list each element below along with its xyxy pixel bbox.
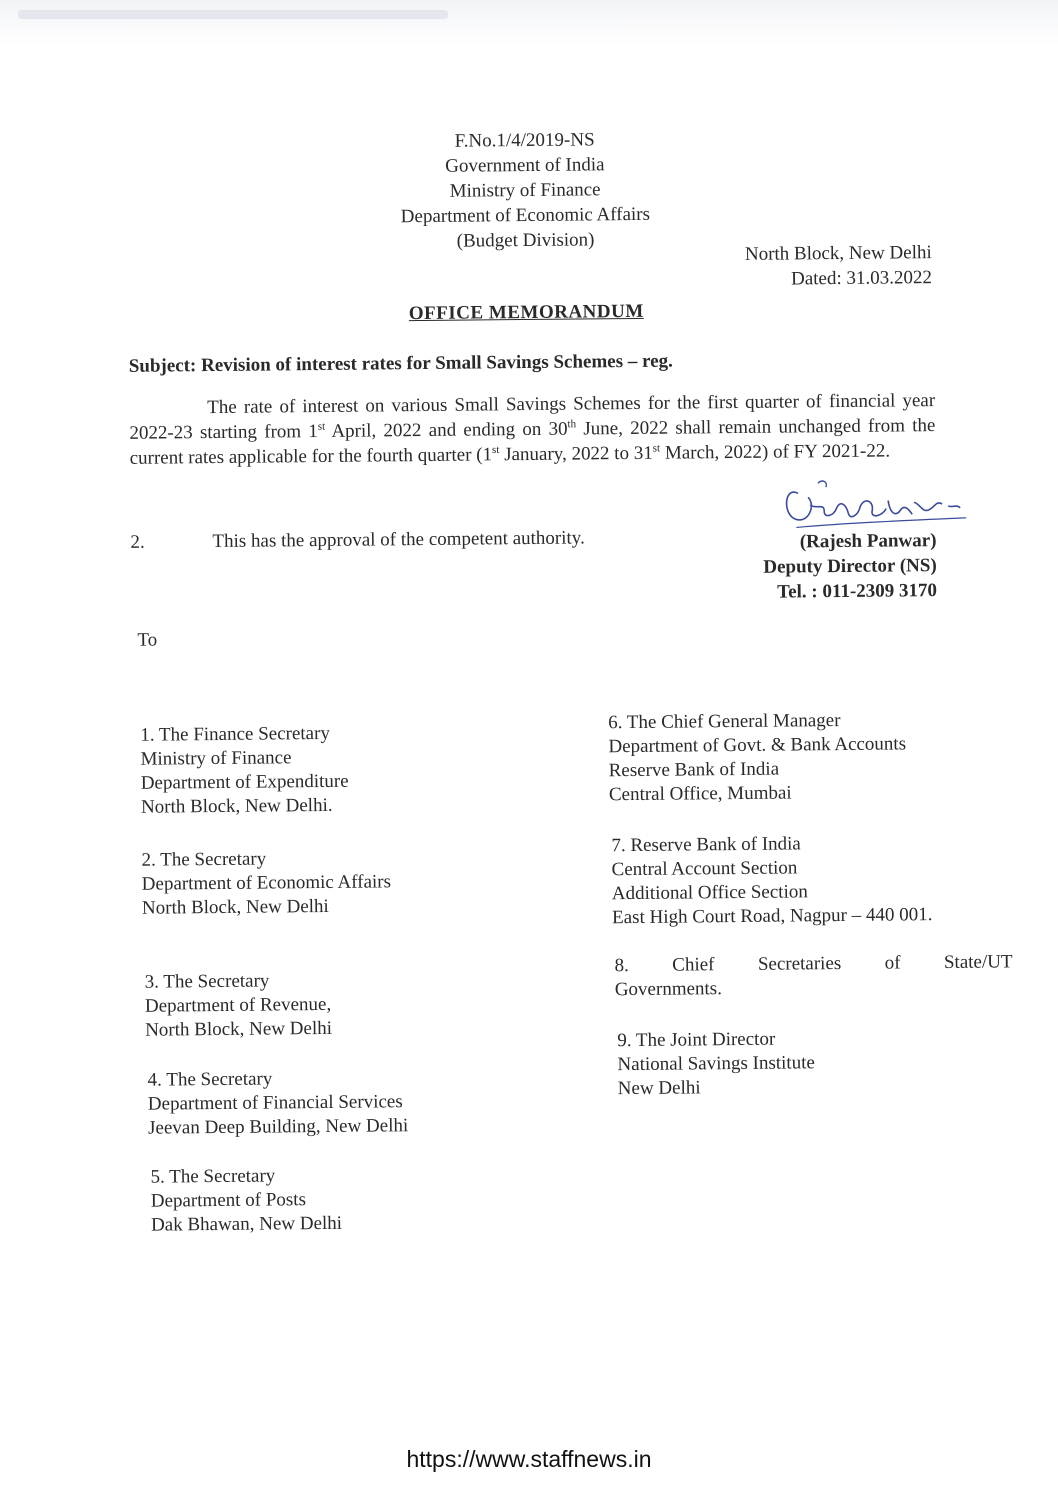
address-line: 5. The Secretary	[150, 1165, 276, 1188]
address-line: Central Account Section	[611, 857, 798, 881]
para1-sup-a: st	[317, 420, 326, 433]
address-line: Department of Expenditure	[140, 770, 349, 794]
date: Dated: 31.03.2022	[790, 267, 933, 290]
source-url[interactable]: https://www.staffnews.in	[406, 1446, 652, 1472]
addressee-7	[611, 831, 932, 930]
para1-text-e: March, 2022) of FY 2021-22.	[660, 440, 891, 464]
govt-line: Government of India	[445, 154, 605, 177]
justified-address-line	[614, 950, 1012, 978]
memo-title: OFFICE MEMORANDUM	[408, 300, 644, 325]
para2-text: This has the approval of the competent authority.	[212, 527, 585, 553]
addressee-3	[145, 969, 332, 1043]
addressee-1	[140, 722, 349, 820]
address-word: of	[884, 952, 901, 974]
address-line: 7. Reserve Bank of India	[611, 833, 801, 857]
addressee-6	[608, 708, 907, 807]
department-line: Department of Economic Affairs	[400, 203, 651, 228]
address-line: Jeevan Deep Building, New Delhi	[147, 1115, 409, 1139]
addressee-8	[614, 950, 1012, 1002]
para1-text-a: The rate of interest on various Small Savings Schemes for the first quarter of financial year 2022-23 starting from 1	[129, 390, 936, 444]
para1-sup-b: th	[567, 418, 577, 431]
ministry-line: Ministry of Finance	[449, 179, 601, 202]
address-line: North Block, New Delhi	[141, 895, 329, 919]
address-line: Department of Financial Services	[147, 1091, 403, 1115]
addressee-5	[150, 1164, 342, 1238]
address-word: 8.	[614, 955, 629, 977]
file-number: F.No.1/4/2019-NS	[454, 129, 595, 152]
paragraph-1	[129, 388, 936, 471]
location: North Block, New Delhi	[744, 242, 932, 265]
address-line: New Delhi	[617, 1077, 701, 1100]
address-line: Reserve Bank of India	[608, 758, 780, 782]
address-line: 4. The Secretary	[147, 1068, 273, 1091]
address-line: Ministry of Finance	[140, 747, 292, 770]
address-word: State/UT	[943, 951, 1013, 974]
address-line: Department of Posts	[150, 1189, 307, 1212]
signatory-telephone: Tel. : 011-2309 3170	[777, 580, 938, 603]
address-line: 9. The Joint Director	[617, 1028, 776, 1052]
addressee-4	[148, 1066, 409, 1140]
address-line: Dak Bhawan, New Delhi	[150, 1212, 343, 1236]
place-date	[745, 240, 932, 292]
signatory-name: (Rajesh Panwar)	[799, 530, 937, 553]
address-line: National Savings Institute	[617, 1052, 815, 1076]
address-line: Governments.	[614, 978, 723, 1001]
address-word: Secretaries	[757, 953, 842, 975]
address-line: Central Office, Mumbai	[608, 782, 792, 806]
division-line: (Budget Division)	[456, 229, 595, 252]
address-word: Chief	[672, 954, 715, 976]
to-label: To	[137, 629, 158, 651]
para2-number: 2.	[130, 531, 145, 553]
paragraph-2	[130, 527, 585, 553]
address-line: 3. The Secretary	[144, 970, 270, 993]
address-line: North Block, New Delhi.	[140, 794, 333, 818]
para1-text-d: January, 2022 to 31	[499, 442, 653, 466]
addressee-9	[617, 1027, 815, 1101]
para1-text-b: April, 2022 and ending on 30	[325, 418, 568, 442]
address-line: Department of Govt. & Bank Accounts	[608, 733, 907, 758]
signatory-designation: Deputy Director (NS)	[763, 555, 937, 578]
para1-sup-d: st	[652, 442, 661, 455]
address-line: Department of Revenue,	[144, 993, 332, 1017]
letterhead	[375, 127, 676, 255]
para1-text-c: June, 2022 shall remain unchanged from the current rates applicable for the fourth quarter (1	[129, 415, 936, 469]
address-line: 6. The Chief General Manager	[608, 710, 841, 734]
addressee-2	[141, 846, 391, 920]
address-line: 2. The Secretary	[141, 848, 267, 871]
address-line: North Block, New Delhi	[145, 1017, 333, 1041]
address-line: Additional Office Section	[611, 881, 808, 905]
subject-line: Subject: Revision of interest rates for Small Savings Schemes – reg.	[128, 350, 673, 377]
address-line: 1. The Finance Secretary	[140, 722, 330, 746]
address-line: Department of Economic Affairs	[141, 871, 392, 895]
signatory-block	[763, 528, 937, 605]
para1-sup-c: st	[491, 443, 500, 457]
address-line: East High Court Road, Nagpur – 440 001.	[611, 904, 933, 929]
